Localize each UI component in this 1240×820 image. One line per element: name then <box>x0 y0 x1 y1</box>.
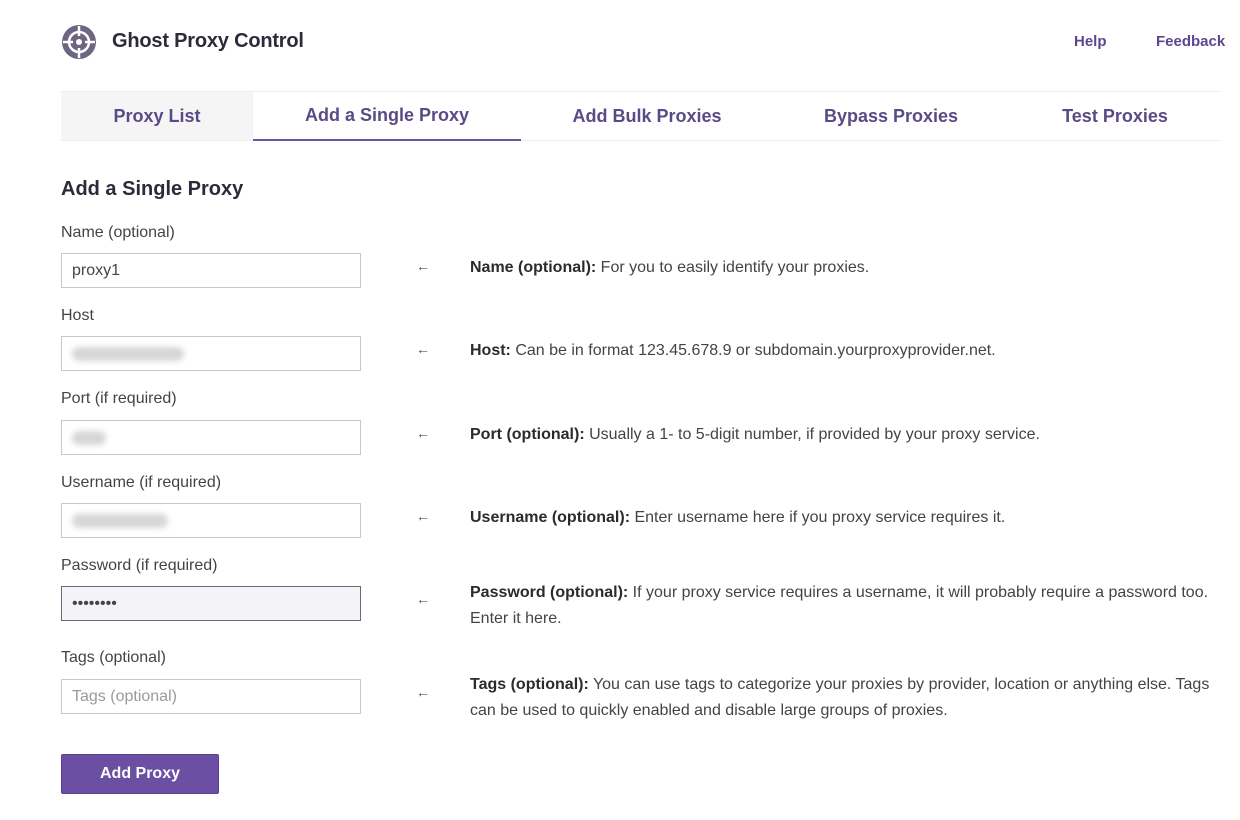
left-arrow-icon: ← <box>416 341 430 357</box>
name-input[interactable] <box>61 253 361 288</box>
port-input[interactable] <box>61 420 361 455</box>
redacted-host-value <box>72 347 184 361</box>
add-proxy-button[interactable]: Add Proxy <box>61 754 219 794</box>
section-title: Add a Single Proxy <box>61 178 244 200</box>
tab-bypass-proxies[interactable]: Bypass Proxies <box>823 105 959 126</box>
tab-add-single-proxy[interactable]: Add a Single Proxy <box>253 92 521 141</box>
username-help-text: Enter username here if you proxy service requires it. <box>630 509 1006 526</box>
port-help-term: Port (optional): <box>470 426 585 443</box>
app-title: Ghost Proxy Control <box>112 30 304 52</box>
left-arrow-icon: ← <box>416 258 430 274</box>
left-arrow-icon: ← <box>416 591 430 607</box>
name-help-text: For you to easily identify your proxies. <box>596 259 870 276</box>
name-label: Name (optional) <box>61 224 175 241</box>
left-arrow-icon: ← <box>416 508 430 524</box>
port-label: Port (if required) <box>61 390 177 407</box>
name-help-term: Name (optional): <box>470 259 597 276</box>
feedback-link[interactable]: Feedback <box>1156 33 1226 50</box>
host-help-term: Host: <box>470 342 511 359</box>
tab-add-bulk-proxies[interactable]: Add Bulk Proxies <box>572 105 722 126</box>
port-help <box>470 422 1220 448</box>
host-help <box>470 338 1220 364</box>
username-help <box>470 505 1220 531</box>
redacted-username-value <box>72 514 168 528</box>
password-help-term: Password (optional): <box>470 584 629 601</box>
username-label: Username (if required) <box>61 474 222 491</box>
password-label: Password (if required) <box>61 557 218 574</box>
password-help-text: If your proxy service requires a username, it will probably require a password too. Enter it here. <box>470 584 1209 627</box>
app-header <box>61 22 1226 62</box>
left-arrow-icon: ← <box>416 425 430 441</box>
host-label: Host <box>61 307 94 324</box>
host-help-text: Can be in format 123.45.678.9 or subdomain.yourproxyprovider.net. <box>510 342 996 359</box>
name-help <box>470 255 1220 281</box>
crosshair-logo-icon <box>61 24 97 60</box>
port-help-text: Usually a 1- to 5-digit number, if provided by your proxy service. <box>584 426 1040 443</box>
tags-help-term: Tags (optional): <box>470 676 589 693</box>
tags-help <box>470 672 1220 724</box>
password-input[interactable] <box>61 586 361 621</box>
left-arrow-icon: ← <box>416 684 430 700</box>
tags-input[interactable] <box>61 679 361 714</box>
redacted-port-value <box>72 431 106 445</box>
username-help-term: Username (optional): <box>470 509 631 526</box>
password-help <box>470 580 1220 632</box>
tags-label: Tags (optional) <box>61 649 166 666</box>
tab-bar <box>61 91 1221 141</box>
help-link[interactable]: Help <box>1074 33 1107 50</box>
tab-proxy-list[interactable]: Proxy List <box>61 92 253 140</box>
tags-help-text: You can use tags to categorize your proxies by provider, location or anything else. Tags can be used to quickly enabled and disable large groups of proxies. <box>470 676 1210 719</box>
tab-test-proxies[interactable]: Test Proxies <box>1062 105 1168 126</box>
